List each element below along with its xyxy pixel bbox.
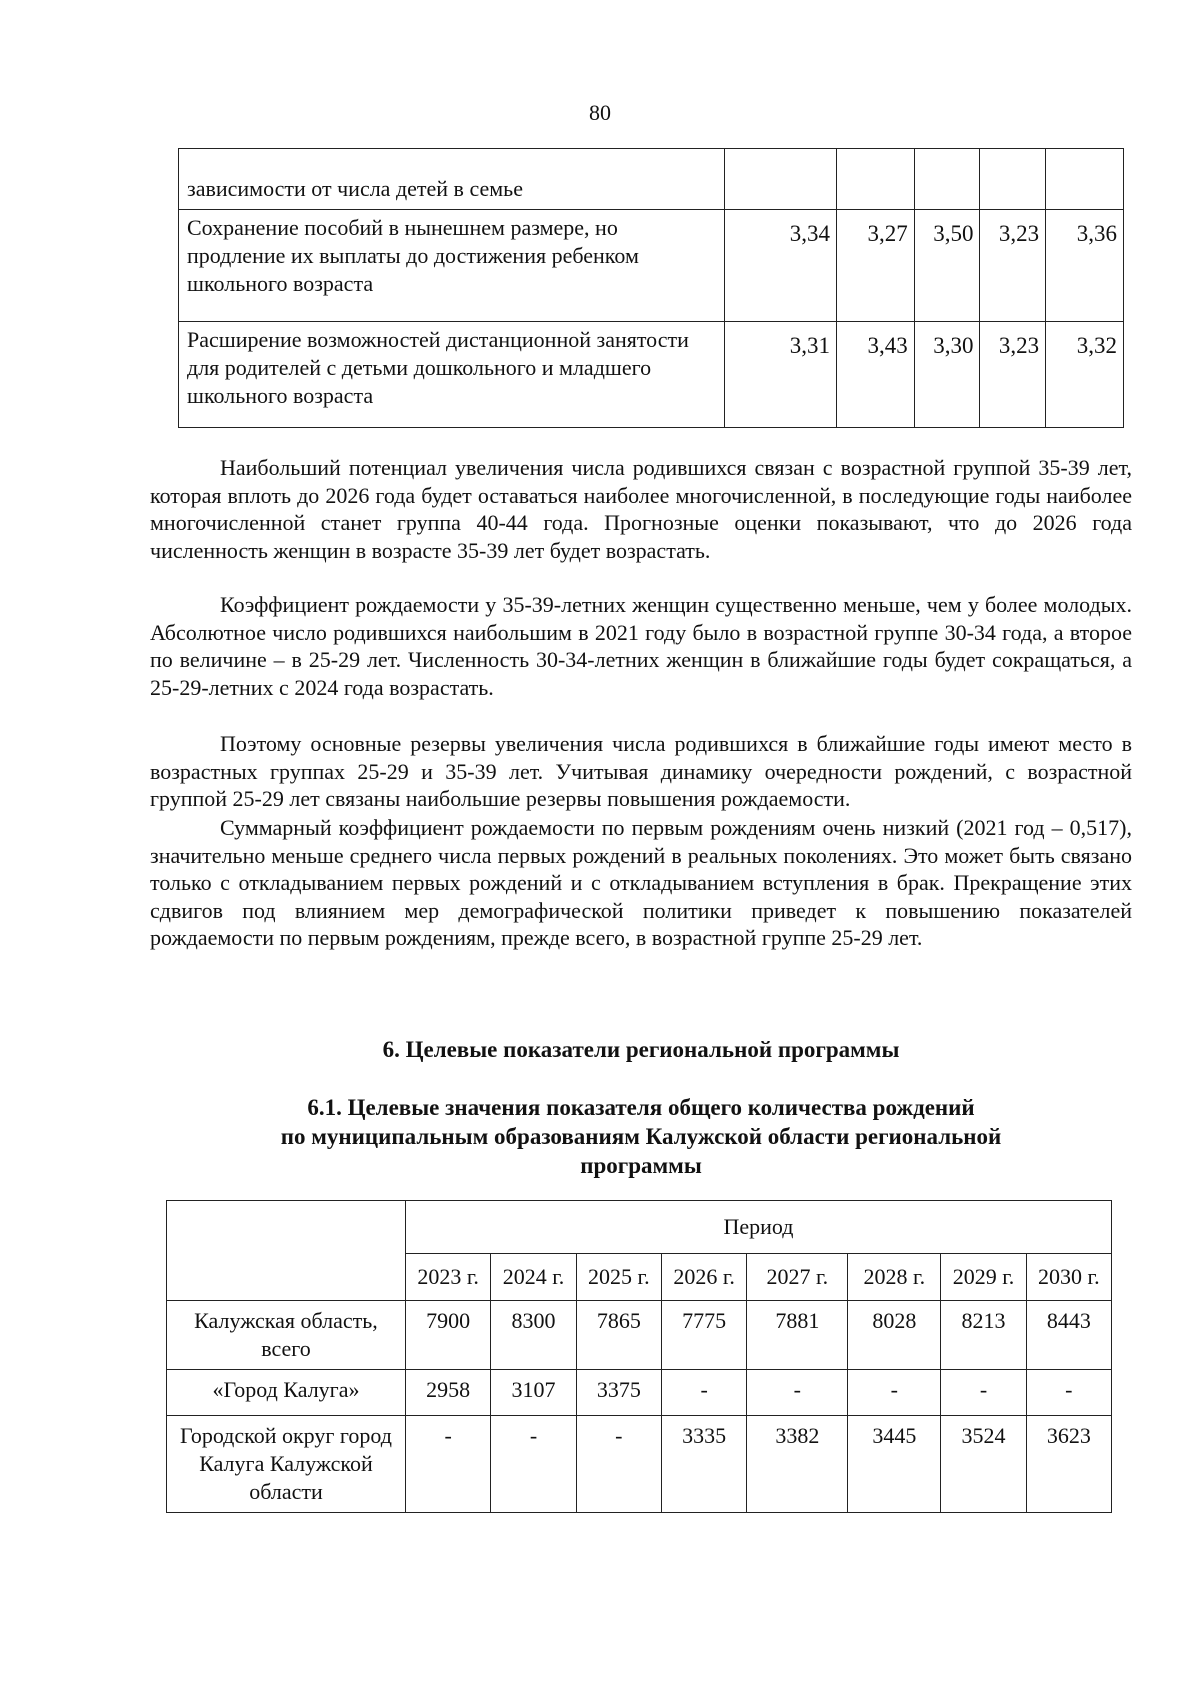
table-row (179, 210, 1124, 322)
paragraph: Коэффициент рождаемости у 35-39-летних женщин существенно меньше, чем у более молодых. Абсолютное число родившихся наибольшим в 2021 году было в возрастной группе 30-34 года, а второе по величине – в 25-29 лет. Численность 30-34-летних женщин в ближайшие годы будет сокращаться, а 25-29-летних с 2024 года возрастать. (150, 592, 1132, 700)
cell-value: 3382 (747, 1416, 848, 1513)
subsection-heading-line: по муниципальным образованиям Калужской области региональной (280, 1124, 1002, 1149)
cell-value: 3,34 (724, 210, 836, 322)
cell-value: - (491, 1416, 576, 1513)
year-header: 2028 г. (848, 1254, 941, 1301)
cell-value: 3524 (941, 1416, 1026, 1513)
row-label: Городской округ город Калуга Калужской области (167, 1416, 406, 1513)
page-number: 80 (589, 100, 611, 125)
cell-value (836, 149, 914, 210)
year-header: 2024 г. (491, 1254, 576, 1301)
subsection-heading-line: программы (580, 1153, 702, 1178)
year-header: 2029 г. (941, 1254, 1026, 1301)
cell-value (914, 149, 980, 210)
cell-value: 3,32 (1046, 322, 1124, 428)
cell-value: 3,36 (1046, 210, 1124, 322)
row-label: Калужская область, всего (167, 1301, 406, 1370)
cell-value: - (1026, 1370, 1111, 1416)
cell-value: - (661, 1370, 746, 1416)
cell-value: - (406, 1416, 491, 1513)
cell-value (1046, 149, 1124, 210)
cell-value: 7881 (747, 1301, 848, 1370)
cell-value: 8213 (941, 1301, 1026, 1370)
period-header: Период (406, 1201, 1112, 1254)
table-row (179, 322, 1124, 428)
cell-value: 3,43 (836, 322, 914, 428)
cell-value: - (576, 1416, 661, 1513)
row-label: Сохранение пособий в нынешнем размере, но продление их выплаты до достижения ребенком школьного возраста (179, 210, 725, 322)
cell-value: 3,27 (836, 210, 914, 322)
cell-value: 3445 (848, 1416, 941, 1513)
cell-value (724, 149, 836, 210)
cell-value: 3,30 (914, 322, 980, 428)
row-label: Расширение возможностей дистанционной занятости для родителей с детьми дошкольного и младшего школьного возраста (179, 322, 725, 428)
cell-value: 3335 (661, 1416, 746, 1513)
cell-value: 3,31 (724, 322, 836, 428)
births-target-table (166, 1200, 1112, 1513)
paragraph: Поэтому основные резервы увеличения числа родившихся в ближайшие годы имеют место в возрастных группах 25-29 и 35-39 лет. Учитывая динамику очередности рождений, с возрастной группой 25-29 лет связаны наибольшие резервы повышения рождаемости. (150, 731, 1132, 811)
cell-value: 3,50 (914, 210, 980, 322)
table-header-row (167, 1201, 1112, 1254)
cell-value: - (747, 1370, 848, 1416)
row-label: зависимости от числа детей в семье (179, 149, 725, 210)
table-row (167, 1370, 1112, 1416)
subsection-heading-line: 6.1. Целевые значения показателя общего количества рождений (307, 1095, 975, 1120)
cell-value: 8028 (848, 1301, 941, 1370)
row-label: «Город Калуга» (167, 1370, 406, 1416)
year-header: 2025 г. (576, 1254, 661, 1301)
section-heading: 6. Целевые показатели региональной программы (382, 1037, 900, 1062)
table-row (179, 149, 1124, 210)
cell-value: 8300 (491, 1301, 576, 1370)
survey-table (178, 148, 1124, 428)
paragraph: Наибольший потенциал увеличения числа родившихся связан с возрастной группой 35-39 лет, которая вплоть до 2026 года будет оставаться наиболее многочисленной, в последующие годы наиболее многочисленной станет группа 40-44 года. Прогнозные оценки показывают, что до 2026 года численность женщин в возрасте 35-39 лет будет возрастать. (150, 455, 1132, 563)
year-header: 2023 г. (406, 1254, 491, 1301)
cell-value: 3,23 (980, 322, 1046, 428)
cell-value: 3,23 (980, 210, 1046, 322)
cell-value: - (941, 1370, 1026, 1416)
cell-value: 3107 (491, 1370, 576, 1416)
cell-value: 7865 (576, 1301, 661, 1370)
subsection-heading (150, 1093, 1132, 1180)
cell-value: 8443 (1026, 1301, 1111, 1370)
cell-value: 3375 (576, 1370, 661, 1416)
table-row (167, 1416, 1112, 1513)
year-header: 2026 г. (661, 1254, 746, 1301)
cell-value: 7900 (406, 1301, 491, 1370)
cell-value: 2958 (406, 1370, 491, 1416)
year-header: 2027 г. (747, 1254, 848, 1301)
cell-value: 7775 (661, 1301, 746, 1370)
cell-value (980, 149, 1046, 210)
table-row (167, 1301, 1112, 1370)
cell-value: - (848, 1370, 941, 1416)
empty-header-cell (167, 1201, 406, 1301)
cell-value: 3623 (1026, 1416, 1111, 1513)
year-header: 2030 г. (1026, 1254, 1111, 1301)
paragraph: Суммарный коэффициент рождаемости по первым рождениям очень низкий (2021 год – 0,517), значительно меньше среднего числа первых рождений в реальных поколениях. Это может быть связано только с откладыванием первых рождений и с откладыванием вступления в брак. Прекращение этих сдвигов под влиянием мер демографической политики приведет к повышению показателей рождаемости по первым рождениям, прежде всего, в возрастной группе 25-29 лет. (150, 815, 1132, 950)
